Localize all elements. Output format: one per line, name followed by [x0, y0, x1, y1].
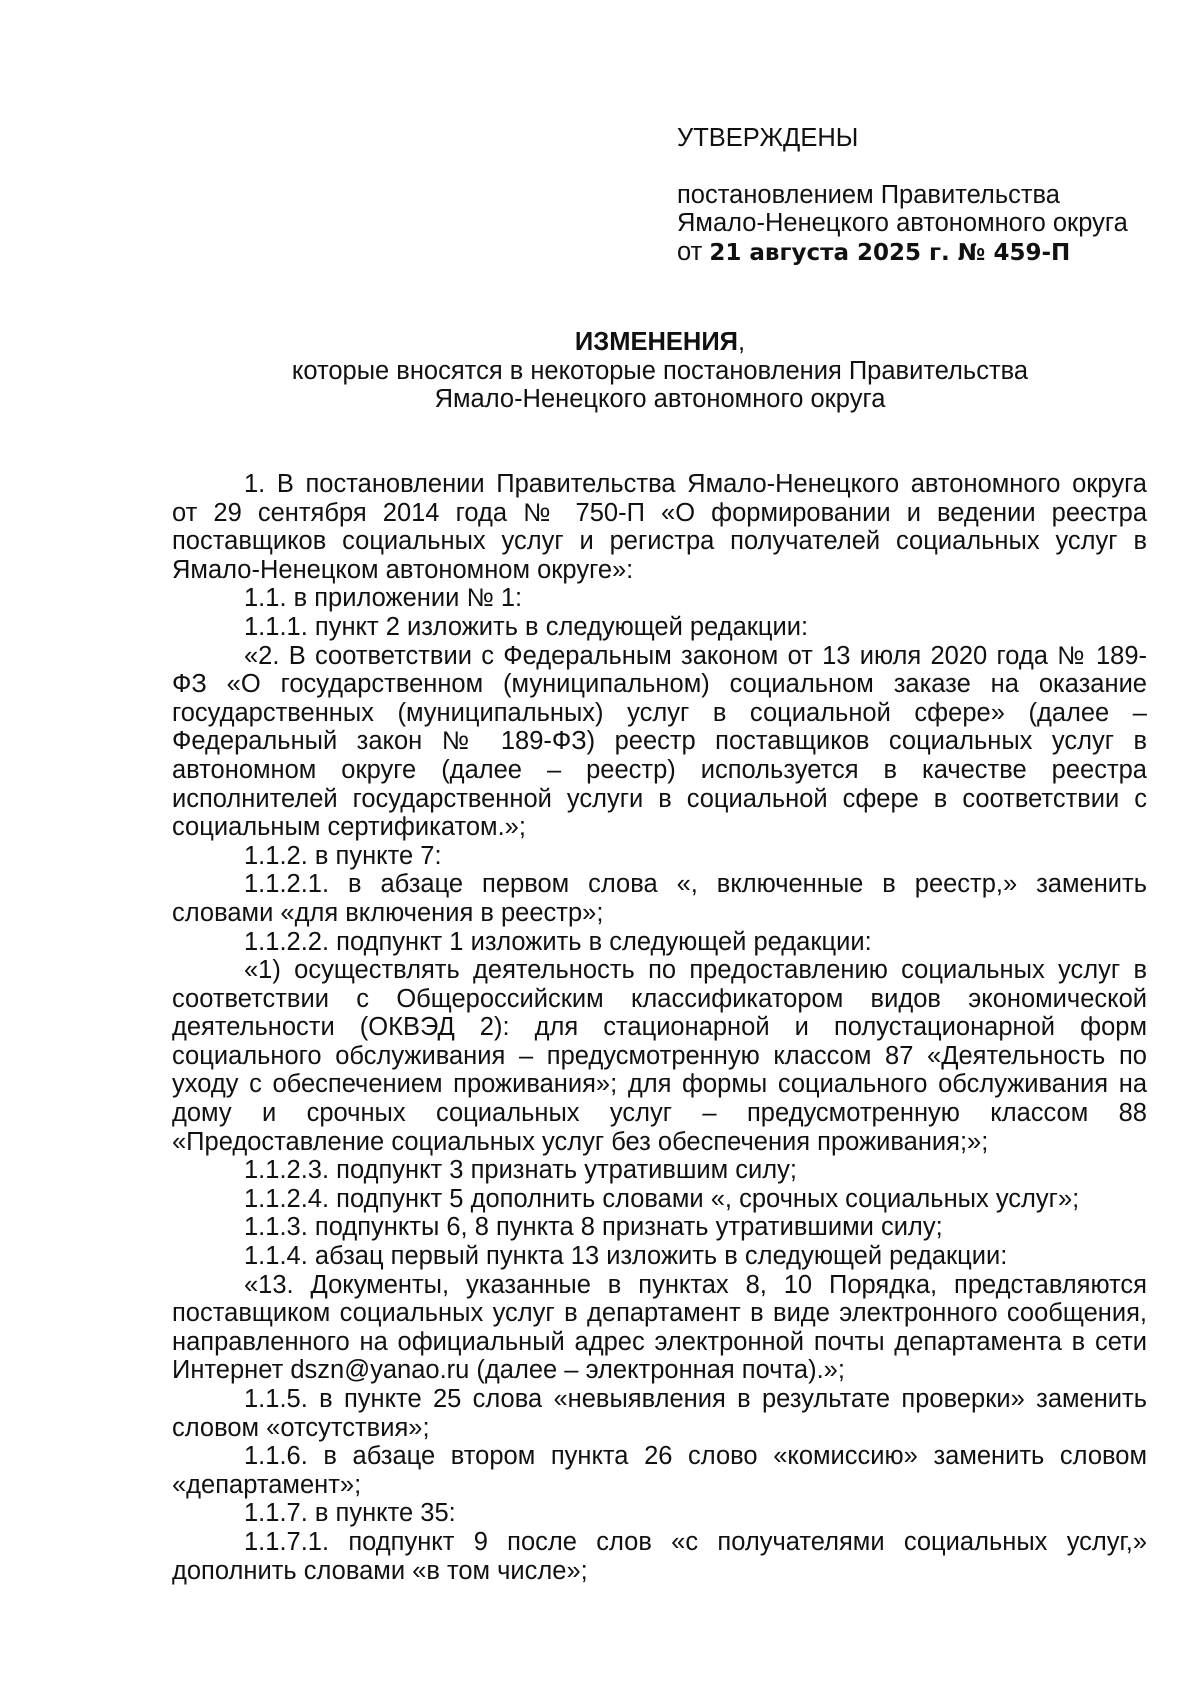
approval-line-1: постановлением Правительства — [677, 180, 1060, 209]
document-subtitle-2: Ямало-Ненецкого автономного округа — [434, 385, 886, 414]
approval-date-line — [677, 238, 1128, 268]
paragraph: 1.1.3. подпункты 6, 8 пункта 8 признать утратившими силу; — [244, 1213, 943, 1242]
title-comma: , — [737, 328, 746, 356]
paragraph: 1.1.2.3. подпункт 3 признать утратившим силу; — [244, 1156, 797, 1185]
approval-block — [677, 124, 1128, 267]
paragraph: 1.1.2.2. подпункт 1 изложить в следующей редакции: — [244, 927, 872, 956]
paragraph: 1.1.2. в пункте 7: — [244, 841, 442, 870]
paragraph: 1.1.1. пункт 2 изложить в следующей редакции: — [244, 612, 809, 641]
paragraph: 1.1.2.4. подпункт 5 дополнить словами «, срочных социальных услуг»; — [244, 1184, 1080, 1213]
paragraph: 1. В постановлении Правительства Ямало-Ненецкого автономного округа от 29 сентября 2014 года № 750-П «О формировании и ведении реестра поставщиков социальных услуг и регистра получателей социальных услуг в Ямало-Ненецком автономном округе»: — [172, 470, 1147, 584]
paragraph: 1.1.7. в пункте 35: — [244, 1499, 456, 1528]
document-subtitle-1: которые вносятся в некоторые постановления Правительства — [291, 356, 1029, 385]
paragraph: 1.1.5. в пункте 25 слова «невыявления в результате проверки» заменить словом «отсутствия»; — [172, 1385, 1147, 1442]
resolution-date-number: 21 августа 2025 г. № 459-П — [709, 239, 1071, 266]
paragraph: 1.1. в приложении № 1: — [244, 584, 523, 613]
document-title-line — [170, 328, 1150, 357]
paragraph: 1.1.7.1. подпункт 9 после слов «с получателями социальных услуг,» дополнить словами «в том числе»; — [172, 1527, 1147, 1585]
date-prefix: от — [677, 237, 710, 266]
document-body — [172, 470, 1147, 1585]
approval-line-2: Ямало-Ненецкого автономного округа — [677, 209, 1128, 238]
paragraph: «2. В соответствии с Федеральным законом от 13 июля 2020 года № 189-ФЗ «О государственном (муниципальном) социальном заказе на оказание государственных (муниципальных) услуг в социальной сфере» (далее – Федеральный закон № 189-ФЗ) реестр поставщиков социальных услуг в автономном округе (далее – реестр) используется в качестве реестра исполнителей государственной услуги в социальной сфере в соответствии с социальным сертификатом.»; — [172, 641, 1147, 842]
paragraph: «13. Документы, указанные в пунктах 8, 10 Порядка, представляются поставщиком социальных услуг в департамент в виде электронного сообщения, направленного на официальный адрес электронной почты департамента в сети Интернет dszn@yanao.ru (далее – электронная почта).»; — [172, 1270, 1147, 1385]
paragraph: 1.1.4. абзац первый пункта 13 изложить в следующей редакции: — [244, 1242, 1008, 1271]
document-header — [170, 328, 1150, 414]
paragraph: 1.1.2.1. в абзаце первом слова «, включенные в реестр,» заменить словами «для включения в реестр»; — [172, 870, 1147, 927]
paragraph: «1) осуществлять деятельность по предоставлению социальных услуг в соответствии с Общероссийским классификатором видов экономической деятельности (ОКВЭД 2): для стационарной и полустационарной форм социального обслуживания – предусмотренную классом 87 «Деятельность по уходу с обеспечением проживания»; для формы социального обслуживания на дому и срочных социальных услуг – предусмотренную классом 88 «Предоставление социальных услуг без обеспечения проживания;»; — [172, 956, 1147, 1156]
paragraph: 1.1.6. в абзаце втором пункта 26 слово «комиссию» заменить словом «департамент»; — [172, 1442, 1147, 1499]
document-title: ИЗМЕНЕНИЯ — [574, 328, 738, 356]
approved-label: УТВЕРЖДЕНЫ — [677, 124, 859, 152]
